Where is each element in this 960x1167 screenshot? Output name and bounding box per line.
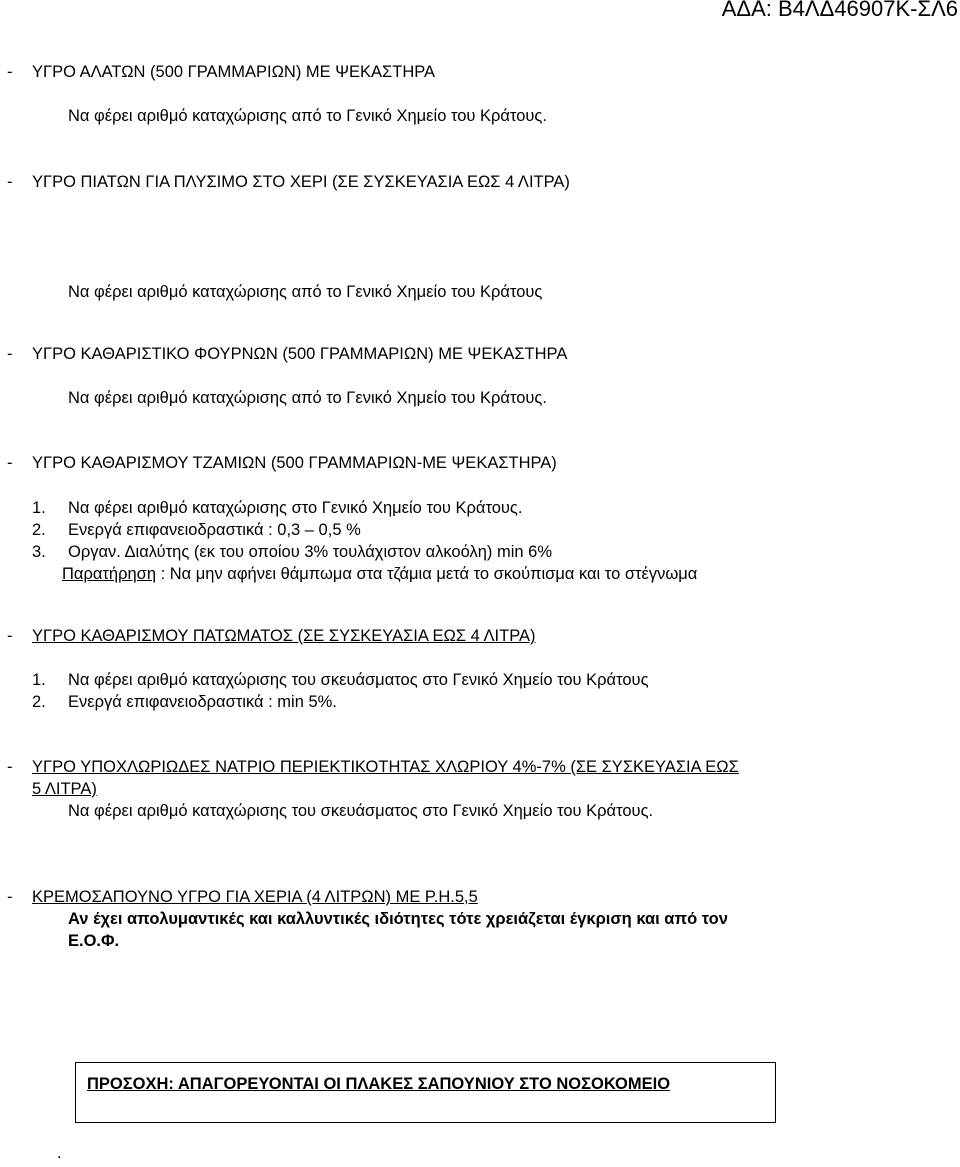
approval-note: Αν έχει απολυμαντικές και καλλυντικές ιδιότητες τότε χρειάζεται έγκριση και από τον — [68, 910, 728, 928]
item-title-oven: ΥΓΡΟ ΚΑΘΑΡΙΣΤΙΚΟ ΦΟΥΡΝΩΝ (500 ΓΡΑΜΜΑΡΙΩΝ) ΜΕ ΨΕΚΑΣΤΗΡΑ — [32, 345, 568, 363]
ada-code: ΑΔΑ: Β4ΛΔ46907Κ-ΣΛ6 — [721, 0, 958, 21]
remark-label: Παρατήρηση — [62, 565, 156, 583]
list-item: Ενεργά επιφανειοδραστικά : 0,3 – 0,5 % — [68, 521, 361, 539]
item-dash: - — [7, 63, 13, 81]
approval-note-cont: Ε.Ο.Φ. — [68, 932, 120, 950]
notice-text: ΠΡΟΣΟΧΗ: ΑΠΑΓΟΡΕΥΟΝΤΑΙ ΟΙ ΠΛΑΚΕΣ ΣΑΠΟΥΝΙΟΥ ΣΤΟ ΝΟΣΟΚΟΜΕΙΟ — [87, 1075, 671, 1093]
remark — [62, 564, 697, 584]
list-number: 3. — [32, 543, 46, 561]
item-note: Να φέρει αριθμό καταχώρισης από το Γενικό Χημείο του Κράτους. — [68, 389, 547, 407]
notice-box — [75, 1062, 776, 1123]
list-item: Ενεργά επιφανειοδραστικά : min 5%. — [68, 693, 337, 711]
item-title-dishes: ΥΓΡΟ ΠΙΑΤΩΝ ΓΙΑ ΠΛΥΣΙΜΟ ΣΤΟ ΧΕΡΙ (ΣΕ ΣΥΣΚΕΥΑΣΙΑ ΕΩΣ 4 ΛΙΤΡΑ) — [32, 173, 570, 191]
item-title-salts: ΥΓΡΟ ΑΛΑΤΩΝ (500 ΓΡΑΜΜΑΡΙΩΝ) ΜΕ ΨΕΚΑΣΤΗΡΑ — [32, 63, 436, 81]
item-note: Να φέρει αριθμό καταχώρισης του σκευάσματος στο Γενικό Χημείο του Κράτους. — [68, 802, 654, 820]
item-title-hypochlorite-cont: 5 ΛΙΤΡΑ) — [32, 780, 97, 798]
item-note: Να φέρει αριθμό καταχώρισης από το Γενικό Χημείο του Κράτους — [68, 283, 543, 301]
item-title-hypochlorite: ΥΓΡΟ ΥΠΟΧΛΩΡΙΩΔΕΣ ΝΑΤΡΙΟ ΠΕΡΙΕΚΤΙΚΟΤΗΤΑΣ ΧΛΩΡΙΟΥ 4%-7% (ΣΕ ΣΥΣΚΕΥΑΣΙΑ ΕΩΣ — [32, 758, 739, 776]
list-item: Οργαν. Διαλύτης (εκ του οποίου 3% τουλάχιστον αλκοόλη) min 6% — [68, 543, 552, 561]
item-dash: - — [7, 454, 13, 472]
item-dash: - — [7, 627, 13, 645]
item-title-floor: ΥΓΡΟ ΚΑΘΑΡΙΣΜΟΥ ΠΑΤΩΜΑΤΟΣ (ΣΕ ΣΥΣΚΕΥΑΣΙΑ ΕΩΣ 4 ΛΙΤΡΑ) — [32, 627, 536, 645]
item-dash: - — [7, 758, 13, 776]
list-number: 1. — [32, 671, 46, 689]
item-note: Να φέρει αριθμό καταχώρισης από το Γενικό Χημείο του Κράτους. — [68, 107, 547, 125]
item-dash: - — [7, 345, 13, 363]
list-item: Να φέρει αριθμό καταχώρισης του σκευάσματος στο Γενικό Χημείο του Κράτους — [68, 671, 649, 689]
item-dash: - — [7, 888, 13, 906]
item-title-glass: ΥΓΡΟ ΚΑΘΑΡΙΣΜΟΥ ΤΖΑΜΙΩΝ (500 ΓΡΑΜΜΑΡΙΩΝ-ΜΕ ΨΕΚΑΣΤΗΡΑ) — [32, 454, 557, 472]
footer-dot: . — [57, 1144, 62, 1162]
list-item: Να φέρει αριθμό καταχώρισης στο Γενικό Χημείο του Κράτους. — [68, 499, 523, 517]
remark-text: : Να μην αφήνει θάμπωμα στα τζάμια μετά το σκούπισμα και το στέγνωμα — [156, 565, 698, 583]
list-number: 2. — [32, 521, 46, 539]
item-dash: - — [7, 173, 13, 191]
item-title-handsoap: ΚΡΕΜΟΣΑΠΟΥΝΟ ΥΓΡΟ ΓΙΑ ΧΕΡΙΑ (4 ΛΙΤΡΩΝ) ΜΕ Ρ.Η.5,5 — [32, 888, 478, 906]
list-number: 1. — [32, 499, 46, 517]
list-number: 2. — [32, 693, 46, 711]
